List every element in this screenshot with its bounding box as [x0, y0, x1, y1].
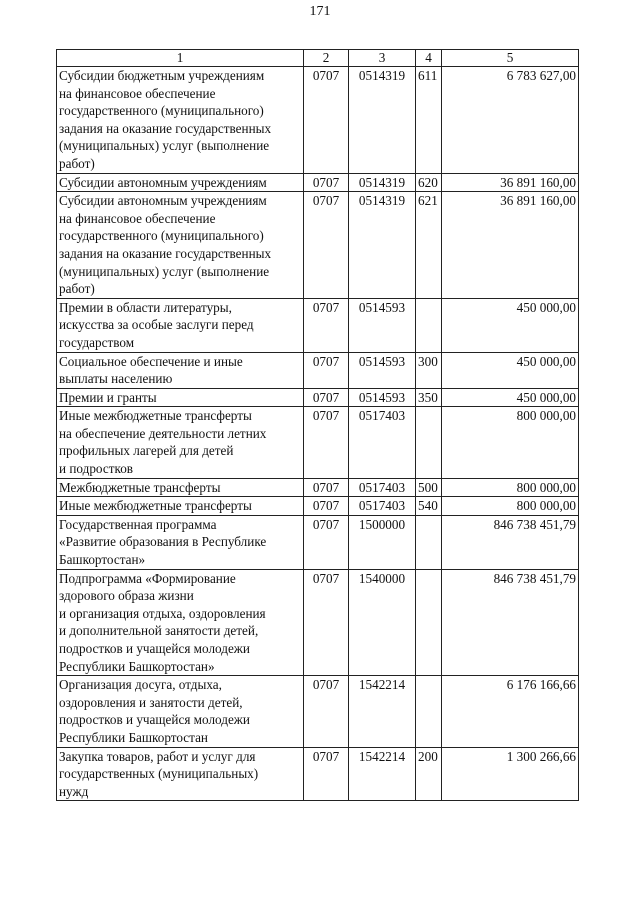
- row-target: 1500000: [349, 515, 416, 569]
- row-section: 0707: [304, 67, 349, 174]
- header-amount: 5: [442, 50, 579, 67]
- row-kind: 620: [416, 173, 442, 192]
- row-name: Социальное обеспечение и иные выплаты населению: [57, 352, 304, 388]
- row-section: 0707: [304, 407, 349, 478]
- row-section: 0707: [304, 298, 349, 352]
- row-section: 0707: [304, 352, 349, 388]
- row-target: 1542214: [349, 747, 416, 801]
- row-name: Организация досуга, отдыха, оздоровления и занятости детей, подростков и учащейся молодежи Республики Башкортостан: [57, 676, 304, 747]
- row-kind: [416, 298, 442, 352]
- row-amount: 450 000,00: [442, 352, 579, 388]
- row-section: 0707: [304, 497, 349, 516]
- row-target: 0514319: [349, 192, 416, 299]
- row-name: Субсидии бюджетным учреждениям на финансовое обеспечение государственного (муниципального) задания на оказание государственных (муниципальных) услуг (выполнение работ): [57, 67, 304, 174]
- row-amount: 846 738 451,79: [442, 515, 579, 569]
- table-row: [57, 298, 579, 352]
- row-kind: 200: [416, 747, 442, 801]
- row-amount: 800 000,00: [442, 478, 579, 497]
- row-name: Межбюджетные трансферты: [57, 478, 304, 497]
- header-kind: 4: [416, 50, 442, 67]
- row-section: 0707: [304, 515, 349, 569]
- table-row: [57, 67, 579, 174]
- row-target: 0514593: [349, 298, 416, 352]
- row-kind: 500: [416, 478, 442, 497]
- row-target: 0514593: [349, 352, 416, 388]
- header-row: [57, 50, 579, 67]
- table-row: [57, 515, 579, 569]
- row-amount: 450 000,00: [442, 388, 579, 407]
- row-name: Государственная программа «Развитие образования в Республике Башкортостан»: [57, 515, 304, 569]
- row-amount: 36 891 160,00: [442, 173, 579, 192]
- row-target: 0517403: [349, 497, 416, 516]
- header-section: 2: [304, 50, 349, 67]
- row-kind: 611: [416, 67, 442, 174]
- row-target: 0514319: [349, 173, 416, 192]
- row-kind: 350: [416, 388, 442, 407]
- row-target: 0514593: [349, 388, 416, 407]
- table-row: [57, 747, 579, 801]
- row-target: 0514319: [349, 67, 416, 174]
- row-amount: 6 176 166,66: [442, 676, 579, 747]
- row-name: Субсидии автономным учреждениям: [57, 173, 304, 192]
- row-kind: [416, 407, 442, 478]
- table-row: [57, 388, 579, 407]
- table-row: [57, 192, 579, 299]
- row-target: 0517403: [349, 407, 416, 478]
- row-amount: 6 783 627,00: [442, 67, 579, 174]
- table-row: [57, 676, 579, 747]
- header-target: 3: [349, 50, 416, 67]
- budget-table: [56, 49, 579, 801]
- row-amount: 450 000,00: [442, 298, 579, 352]
- row-amount: 36 891 160,00: [442, 192, 579, 299]
- table-row: [57, 352, 579, 388]
- table-row: [57, 478, 579, 497]
- table-row: [57, 497, 579, 516]
- row-kind: [416, 569, 442, 676]
- row-kind: [416, 676, 442, 747]
- row-target: 1542214: [349, 676, 416, 747]
- row-section: 0707: [304, 388, 349, 407]
- row-section: 0707: [304, 192, 349, 299]
- row-amount: 846 738 451,79: [442, 569, 579, 676]
- row-name: Субсидии автономным учреждениям на финансовое обеспечение государственного (муниципального) задания на оказание государственных (муниципальных) услуг (выполнение работ): [57, 192, 304, 299]
- row-name: Премии в области литературы, искусства за особые заслуги перед государством: [57, 298, 304, 352]
- row-kind: 300: [416, 352, 442, 388]
- table-row: [57, 569, 579, 676]
- row-section: 0707: [304, 747, 349, 801]
- header-name: 1: [57, 50, 304, 67]
- row-section: 0707: [304, 478, 349, 497]
- table-row: [57, 407, 579, 478]
- row-kind: 621: [416, 192, 442, 299]
- row-name: Иные межбюджетные трансферты: [57, 497, 304, 516]
- row-target: 0517403: [349, 478, 416, 497]
- row-target: 1540000: [349, 569, 416, 676]
- table-row: [57, 173, 579, 192]
- row-amount: 800 000,00: [442, 407, 579, 478]
- row-section: 0707: [304, 676, 349, 747]
- row-name: Премии и гранты: [57, 388, 304, 407]
- row-amount: 800 000,00: [442, 497, 579, 516]
- row-name: Закупка товаров, работ и услуг для государственных (муниципальных) нужд: [57, 747, 304, 801]
- row-section: 0707: [304, 173, 349, 192]
- row-kind: [416, 515, 442, 569]
- row-name: Иные межбюджетные трансферты на обеспечение деятельности летних профильных лагерей для детей и подростков: [57, 407, 304, 478]
- row-section: 0707: [304, 569, 349, 676]
- row-kind: 540: [416, 497, 442, 516]
- page-number: 171: [309, 4, 331, 19]
- row-name: Подпрограмма «Формирование здорового образа жизни и организация отдыха, оздоровления и дополнительной занятости детей, подростков и учащейся молодежи Республики Башкортостан»: [57, 569, 304, 676]
- row-amount: 1 300 266,66: [442, 747, 579, 801]
